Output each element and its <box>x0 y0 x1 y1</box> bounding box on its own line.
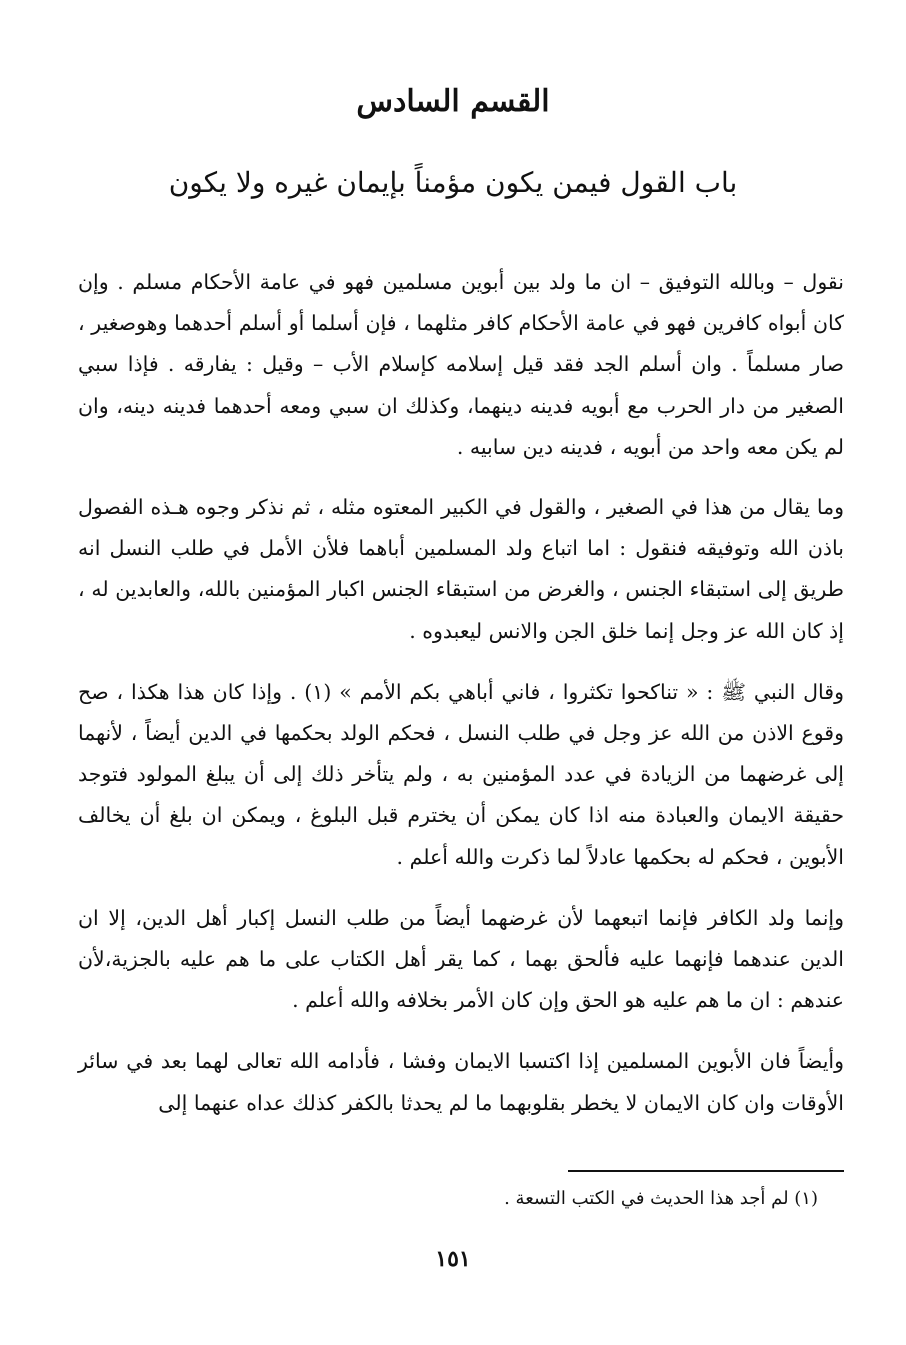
paragraph-3: وقال النبي ﷺ : « تناكحوا تكثروا ، فاني أباهي بكم الأمم » (١) . وإذا كان هذا هكذا ، صح وقوع الاذن من الله عز وجل في طلب النسل ، فحكم الولد بحكمها في الدين أيضاً ، لأنهما إلى غرضهما من الزيادة في عدد المؤمنين به ، ولم يتأخر ذلك إلى أن يبلغ المولود فتوجد حقيقة الايمان والعبادة منه اذا كان يمكن أن يخترم قبل البلوغ ، ويمكن ان بلغ أن يخالف الأبوين ، فحكم له بحكمها عادلاً لما ذكرت والله أعلم . <box>78 679 844 869</box>
footnote-divider <box>568 1170 844 1172</box>
page-number: ١٥١ <box>435 1246 471 1272</box>
section-title: القسم السادس <box>356 84 550 119</box>
chapter-title: باب القول فيمن يكون مؤمناً بإيمان غيره ولا يكون <box>168 166 738 199</box>
paragraph-2: وما يقال من هذا في الصغير ، والقول في الكبير المعتوه مثله ، ثم نذكر وجوه هـذه الفصول باذن الله وتوفيقه فنقول : اما اتباع ولد المسلمين أباهما فلأن الأمل في طلب النسل انه طريق إلى استبقاء الجنس ، والغرض من استبقاء الجنس اكبار المؤمنين بالله، والعابدين له ، إذ كان الله عز وجل إنما خلق الجن والانس ليعبدوه . <box>78 495 844 643</box>
footnote: (١) لم أجد هذا الحديث في الكتب التسعة . <box>504 1188 818 1209</box>
paragraph-1: نقول – وبالله التوفيق – ان ما ولد بين أبوين مسلمين فهو في عامة الأحكام مسلم . وإن كان أبواه كافرين فهو في عامة الأحكام كافر مثلهما ، فإن أسلما أو أسلم أحدهما وهوصغير ، صار مسلماً . وان أسلم الجد فقد قيل إسلامه كإسلام الأب – وقيل : يفارقه . فإذا سبي الصغير من دار الحرب مع أبويه فدينه دينهما، وكذلك ان سبي ومعه أحدهما فدينه دينه، وان لم يكن معه واحد من أبويه ، فدينه دين سابيه . <box>78 270 844 459</box>
paragraph-5: وأيضاً فان الأبوين المسلمين إذا اكتسبا الايمان وفشا ، فأدامه الله تعالى لهما بعد في سائر الأوقات وان كان الايمان لا يخطر بقلوبهما ما لم يحدثا بالكفر كذلك عداه عنهما إلى <box>78 1049 844 1115</box>
paragraph-4: وإنما ولد الكافر فإنما اتبعهما لأن غرضهما أيضاً من طلب النسل إكبار أهل الدين، إلا ان الدين عندهما فإنهما عليه فألحق بهما ، كما يقر أهل الكتاب على ما هم عليه بالجزية،لأن عندهم : ان ما هم عليه هو الحق وإن كان الأمر بخلافه والله أعلم . <box>78 905 844 1013</box>
body-text <box>78 262 844 1144</box>
